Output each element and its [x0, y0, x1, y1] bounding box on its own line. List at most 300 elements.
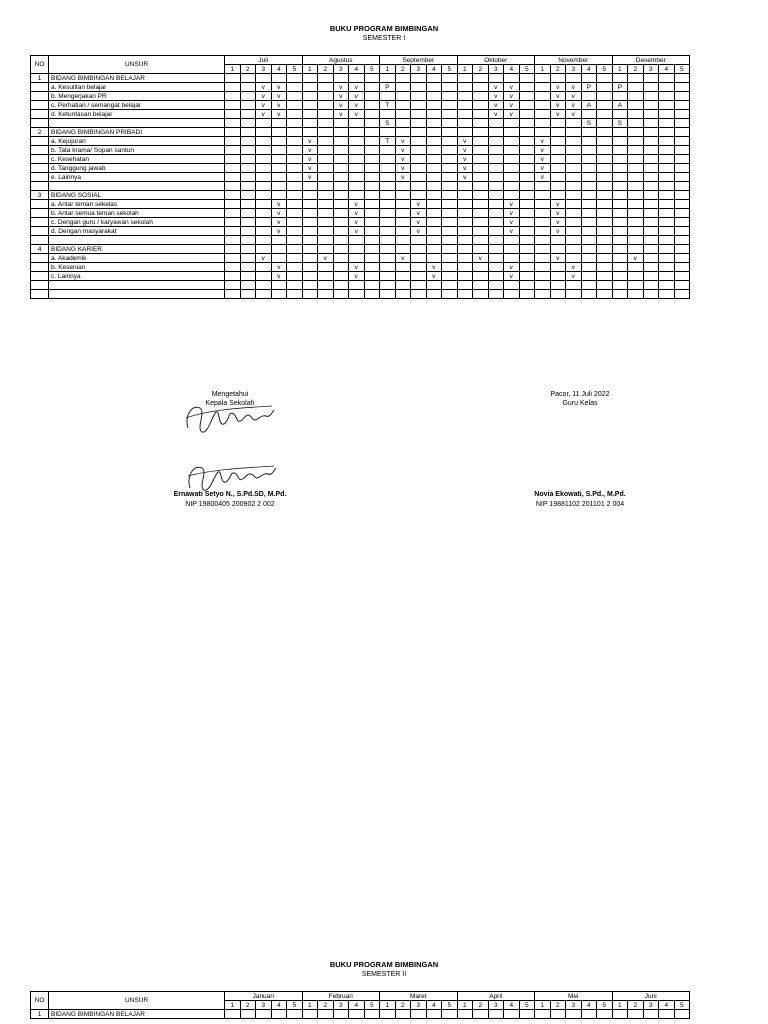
mark-cell [287, 83, 303, 92]
mark-cell [411, 281, 427, 290]
mark-cell [488, 263, 504, 272]
mark-cell: v [349, 209, 365, 218]
semester-label: SEMESTER I [362, 35, 406, 42]
table-row [31, 119, 690, 128]
mark-cell [256, 272, 272, 281]
mark-cell [349, 137, 365, 146]
mark-cell [473, 290, 489, 299]
mark-cell [426, 119, 442, 128]
mark-cell [612, 92, 628, 101]
mark-cell [442, 110, 458, 119]
mark-cell [488, 182, 504, 191]
mark-cell [240, 173, 256, 182]
mark-cell [457, 119, 473, 128]
row-label [49, 182, 225, 191]
mark-cell: v [349, 83, 365, 92]
mark-cell [519, 200, 535, 209]
week-header: 3 [411, 65, 427, 74]
row-number [31, 200, 49, 209]
mark-cell [473, 92, 489, 101]
mark-cell [550, 236, 566, 245]
mark-cell [457, 272, 473, 281]
document-title: BUKU PROGRAM BIMBINGAN [329, 24, 439, 33]
mark-cell [504, 119, 520, 128]
week-header: 2 [473, 1001, 489, 1010]
mark-cell [240, 272, 256, 281]
mark-cell [473, 1010, 489, 1019]
week-header: 3 [488, 1001, 504, 1010]
mark-cell [581, 218, 597, 227]
mark-cell [271, 245, 287, 254]
row-number [31, 137, 49, 146]
row-label: b. Antar semua teman sekolah [49, 209, 225, 218]
mark-cell [271, 137, 287, 146]
mark-cell [225, 218, 241, 227]
mark-cell [504, 164, 520, 173]
mark-cell [411, 101, 427, 110]
mark-cell [287, 92, 303, 101]
table-row [31, 236, 690, 245]
mark-cell [318, 173, 334, 182]
mark-cell [535, 281, 551, 290]
row-label: a. Kejujuran [49, 137, 225, 146]
mark-cell [488, 173, 504, 182]
mark-cell [442, 137, 458, 146]
mark-cell [612, 209, 628, 218]
mark-cell: v [550, 92, 566, 101]
mark-cell [643, 137, 659, 146]
mark-cell [225, 200, 241, 209]
mark-cell [395, 263, 411, 272]
mark-cell [364, 92, 380, 101]
mark-cell [473, 101, 489, 110]
mark-cell [225, 164, 241, 173]
mark-cell: v [349, 200, 365, 209]
semester-1-heading [0, 24, 768, 44]
mark-cell: v [271, 218, 287, 227]
mark-cell [535, 290, 551, 299]
mark-cell [504, 254, 520, 263]
mark-cell [659, 290, 675, 299]
mark-cell [519, 146, 535, 155]
mark-cell: v [271, 101, 287, 110]
mark-cell [488, 119, 504, 128]
mark-cell [488, 74, 504, 83]
mark-cell [256, 191, 272, 200]
mark-cell [550, 164, 566, 173]
week-header: 4 [349, 1001, 365, 1010]
mark-cell [519, 209, 535, 218]
mark-cell [535, 74, 551, 83]
mark-cell [504, 173, 520, 182]
mark-cell [581, 236, 597, 245]
mark-cell [349, 164, 365, 173]
mark-cell [240, 92, 256, 101]
mark-cell [349, 254, 365, 263]
mark-cell [612, 245, 628, 254]
mark-cell [349, 245, 365, 254]
mark-cell [674, 272, 690, 281]
week-header: 1 [225, 65, 241, 74]
mark-cell [302, 128, 318, 137]
mark-cell [566, 1010, 582, 1019]
mark-cell [628, 83, 644, 92]
mark-cell [519, 272, 535, 281]
semester-label-2: SEMESTER II [361, 971, 407, 978]
mark-cell: v [566, 110, 582, 119]
mark-cell [442, 218, 458, 227]
mark-cell [411, 137, 427, 146]
mark-cell [380, 173, 396, 182]
mark-cell [659, 92, 675, 101]
mark-cell [287, 119, 303, 128]
mark-cell [612, 128, 628, 137]
mark-cell [597, 272, 613, 281]
mark-cell [333, 290, 349, 299]
mark-cell [550, 74, 566, 83]
mark-cell [395, 119, 411, 128]
mark-cell [256, 119, 272, 128]
mark-cell: v [271, 263, 287, 272]
mark-cell: v [411, 218, 427, 227]
mark-cell [659, 218, 675, 227]
mark-cell [581, 146, 597, 155]
mark-cell: v [395, 164, 411, 173]
mark-cell [612, 254, 628, 263]
mark-cell [628, 191, 644, 200]
mark-cell [318, 119, 334, 128]
mark-cell [240, 245, 256, 254]
mark-cell [473, 146, 489, 155]
mark-cell [566, 236, 582, 245]
week-header: 3 [411, 1001, 427, 1010]
mark-cell: v [628, 254, 644, 263]
mark-cell: v [395, 254, 411, 263]
mark-cell [318, 191, 334, 200]
mark-cell [473, 245, 489, 254]
mark-cell [628, 119, 644, 128]
mark-cell [364, 128, 380, 137]
mark-cell [302, 281, 318, 290]
mark-cell: v [488, 83, 504, 92]
mark-cell [535, 263, 551, 272]
mark-cell [287, 146, 303, 155]
mark-cell [411, 263, 427, 272]
mark-cell [457, 209, 473, 218]
mark-cell: v [271, 110, 287, 119]
mark-cell [287, 209, 303, 218]
mark-cell [535, 128, 551, 137]
table-row [31, 191, 690, 200]
mark-cell [581, 92, 597, 101]
table-row [31, 254, 690, 263]
mark-cell [628, 182, 644, 191]
mark-cell [659, 1010, 675, 1019]
mark-cell [349, 236, 365, 245]
table-row [31, 137, 690, 146]
mark-cell [302, 200, 318, 209]
mark-cell [597, 110, 613, 119]
mark-cell [364, 254, 380, 263]
row-number [31, 272, 49, 281]
mark-cell [349, 173, 365, 182]
principal-signature [178, 398, 278, 438]
mark-cell [302, 119, 318, 128]
mark-cell [597, 200, 613, 209]
mark-cell [535, 182, 551, 191]
mark-cell [597, 83, 613, 92]
row-number: 1 [31, 1010, 49, 1019]
row-number [31, 209, 49, 218]
table-row [31, 1010, 690, 1019]
mark-cell [643, 236, 659, 245]
mark-cell [674, 119, 690, 128]
mark-cell [519, 236, 535, 245]
mark-cell [349, 290, 365, 299]
week-header: 1 [535, 65, 551, 74]
mark-cell: v [256, 101, 272, 110]
row-number [31, 218, 49, 227]
mark-cell [457, 254, 473, 263]
mark-cell [426, 200, 442, 209]
mark-cell: v [256, 110, 272, 119]
mark-cell [256, 128, 272, 137]
month-header: November [535, 56, 613, 65]
row-number: 3 [31, 191, 49, 200]
mark-cell [240, 83, 256, 92]
mark-cell [535, 200, 551, 209]
mark-cell [318, 137, 334, 146]
week-header: 2 [628, 65, 644, 74]
week-header: 4 [581, 1001, 597, 1010]
week-header: 3 [643, 65, 659, 74]
mark-cell [333, 128, 349, 137]
mark-cell [597, 119, 613, 128]
mark-cell [457, 227, 473, 236]
place-date: Pacor, 11 Juli 2022 [550, 391, 610, 398]
mark-cell [473, 74, 489, 83]
mark-cell [473, 281, 489, 290]
mark-cell [333, 200, 349, 209]
row-number [31, 227, 49, 236]
mark-cell [426, 74, 442, 83]
mark-cell [457, 263, 473, 272]
mark-cell: v [271, 92, 287, 101]
mark-cell [318, 110, 334, 119]
mark-cell: v [473, 254, 489, 263]
month-header: Januari [225, 992, 303, 1001]
mark-cell [364, 83, 380, 92]
mark-cell [643, 254, 659, 263]
week-header: 4 [504, 1001, 520, 1010]
mark-cell: A [612, 101, 628, 110]
mark-cell [442, 290, 458, 299]
mark-cell [256, 200, 272, 209]
mark-cell [457, 128, 473, 137]
mark-cell [380, 74, 396, 83]
mark-cell [442, 128, 458, 137]
mark-cell [519, 137, 535, 146]
mark-cell [271, 173, 287, 182]
mark-cell [442, 92, 458, 101]
mark-cell [287, 155, 303, 164]
mark-cell: v [504, 200, 520, 209]
mark-cell [643, 290, 659, 299]
mark-cell [442, 101, 458, 110]
mark-cell [333, 218, 349, 227]
mark-cell [411, 1010, 427, 1019]
mark-cell: v [302, 164, 318, 173]
mark-cell [271, 155, 287, 164]
mark-cell [287, 200, 303, 209]
mark-cell [488, 227, 504, 236]
mark-cell [240, 137, 256, 146]
mark-cell [225, 227, 241, 236]
mark-cell [628, 74, 644, 83]
mark-cell [473, 83, 489, 92]
week-header: 1 [225, 1001, 241, 1010]
mark-cell [318, 245, 334, 254]
week-header: 2 [628, 1001, 644, 1010]
mark-cell [550, 119, 566, 128]
mark-cell [271, 146, 287, 155]
week-header: 1 [457, 65, 473, 74]
mark-cell [519, 227, 535, 236]
mark-cell [612, 173, 628, 182]
mark-cell [550, 281, 566, 290]
mark-cell [473, 191, 489, 200]
mark-cell [674, 209, 690, 218]
mark-cell [488, 245, 504, 254]
table-row [31, 209, 690, 218]
mark-cell [473, 173, 489, 182]
mark-cell [457, 290, 473, 299]
mark-cell: v [333, 92, 349, 101]
week-header: 2 [240, 1001, 256, 1010]
mark-cell [318, 1010, 334, 1019]
mark-cell [395, 182, 411, 191]
row-label: BIDANG KARIER [49, 245, 225, 254]
mark-cell [380, 110, 396, 119]
mark-cell: v [504, 110, 520, 119]
mark-cell [643, 1010, 659, 1019]
mark-cell [628, 290, 644, 299]
mark-cell [674, 290, 690, 299]
mark-cell [395, 245, 411, 254]
mark-cell [411, 173, 427, 182]
mark-cell [442, 83, 458, 92]
mark-cell [364, 227, 380, 236]
mark-cell [442, 146, 458, 155]
mark-cell [643, 146, 659, 155]
mark-cell [380, 236, 396, 245]
mark-cell [674, 92, 690, 101]
teacher-nip: NIP 19881102 201101 2 004 [535, 501, 625, 508]
mark-cell [442, 164, 458, 173]
mark-cell [302, 83, 318, 92]
mark-cell [566, 245, 582, 254]
mark-cell [271, 1010, 287, 1019]
mark-cell [519, 164, 535, 173]
mark-cell [395, 272, 411, 281]
mark-cell [302, 110, 318, 119]
week-header: 3 [333, 65, 349, 74]
mark-cell [643, 245, 659, 254]
mark-cell [628, 173, 644, 182]
mark-cell [504, 290, 520, 299]
mark-cell [442, 272, 458, 281]
mark-cell: v [333, 110, 349, 119]
mark-cell [302, 290, 318, 299]
mark-cell [426, 191, 442, 200]
mark-cell [504, 155, 520, 164]
week-header: 4 [426, 65, 442, 74]
row-label: d. Dengan masyarakat [49, 227, 225, 236]
table-row [31, 290, 690, 299]
mark-cell [442, 254, 458, 263]
mark-cell [488, 1010, 504, 1019]
mark-cell [597, 173, 613, 182]
mark-cell [349, 146, 365, 155]
row-label: e. Lainnya [49, 173, 225, 182]
mark-cell [488, 128, 504, 137]
mark-cell [380, 146, 396, 155]
mark-cell: v [349, 101, 365, 110]
mark-cell [349, 182, 365, 191]
row-number [31, 101, 49, 110]
week-header: 2 [473, 65, 489, 74]
table-row [31, 128, 690, 137]
table-row [31, 272, 690, 281]
row-label: c. Dengan guru / karyawan sekolah [49, 218, 225, 227]
mark-cell [225, 1010, 241, 1019]
mark-cell [643, 128, 659, 137]
mark-cell [519, 101, 535, 110]
mark-cell [643, 101, 659, 110]
mark-cell [225, 173, 241, 182]
mark-cell [519, 128, 535, 137]
mark-cell [581, 290, 597, 299]
week-header: 2 [395, 65, 411, 74]
mark-cell [395, 281, 411, 290]
mark-cell [349, 281, 365, 290]
mark-cell: v [302, 155, 318, 164]
mark-cell [364, 281, 380, 290]
document-title-2: BUKU PROGRAM BIMBINGAN [329, 960, 439, 969]
mark-cell [519, 290, 535, 299]
mark-cell [473, 272, 489, 281]
principal-title: Kepala Sekolah [205, 400, 255, 407]
row-label: b. Tata krama/ Sopan santun [49, 146, 225, 155]
mark-cell [426, 110, 442, 119]
mark-cell [612, 1010, 628, 1019]
mark-cell [380, 155, 396, 164]
mark-cell: v [256, 92, 272, 101]
mark-cell [488, 146, 504, 155]
mark-cell [612, 146, 628, 155]
row-number [31, 263, 49, 272]
mark-cell [488, 164, 504, 173]
mark-cell [225, 101, 241, 110]
mark-cell [628, 227, 644, 236]
mark-cell [333, 263, 349, 272]
mark-cell: v [302, 173, 318, 182]
row-label: a. Akademik [49, 254, 225, 263]
mark-cell [287, 281, 303, 290]
mark-cell [566, 227, 582, 236]
mark-cell [457, 281, 473, 290]
mark-cell [271, 290, 287, 299]
